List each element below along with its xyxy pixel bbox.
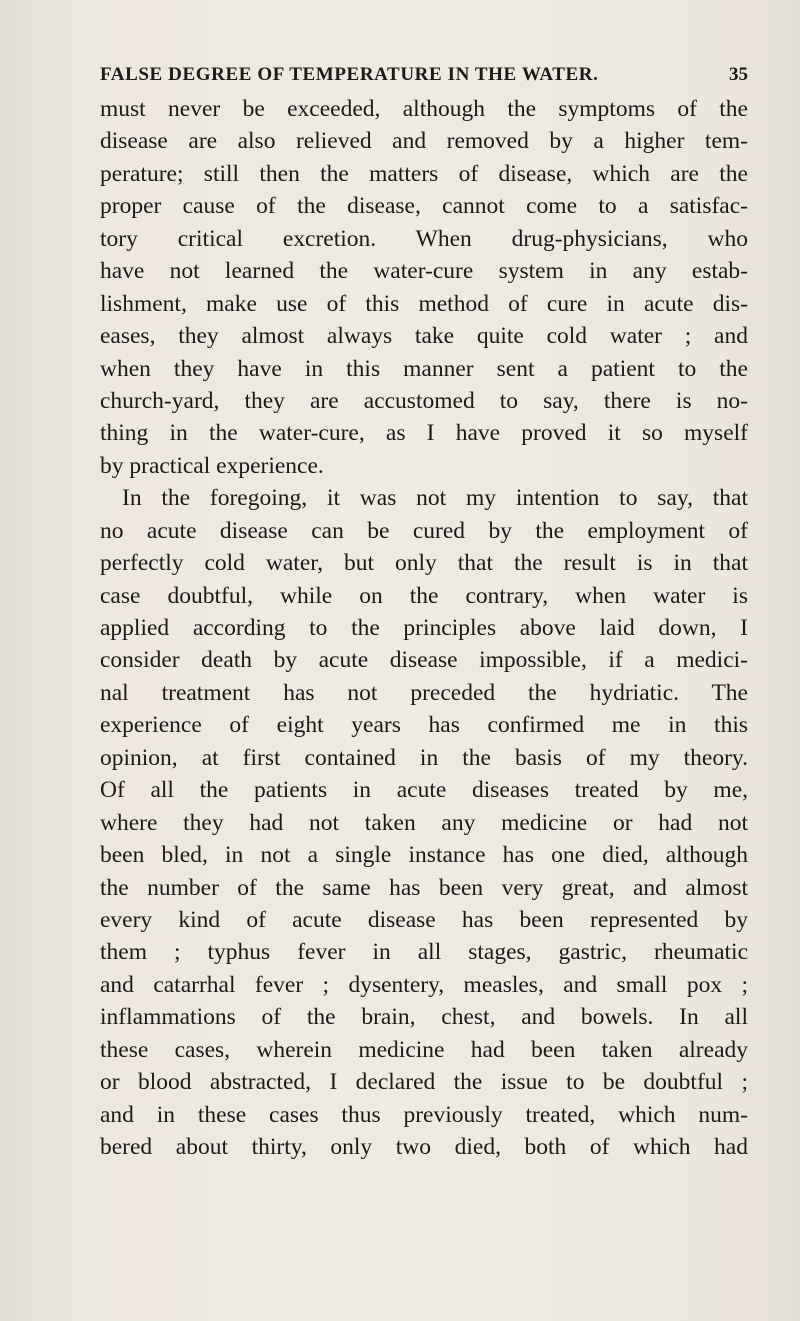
text-line: every kind of acute disease has been represented by: [100, 906, 748, 933]
text-line: the number of the same has been very great, and almost: [100, 874, 748, 901]
page-number: 35: [729, 64, 748, 85]
text-line: proper cause of the disease, cannot come to a satisfac-: [100, 193, 748, 220]
text-line: inflammations of the brain, chest, and bowels. In all: [100, 1004, 748, 1031]
text-line: applied according to the principles above laid down, I: [100, 615, 748, 641]
text-line: thing in the water-cure, as I have proved it so myself: [100, 420, 748, 447]
text-line: or blood abstracted, I declared the issue to be doubtful ;: [100, 1069, 748, 1096]
text-line: these cases, wherein medicine had been taken already: [100, 1036, 748, 1063]
text-line: experience of eight years has confirmed me in this: [100, 712, 748, 739]
text-line: no acute disease can be cured by the employment of: [100, 517, 748, 544]
text-line: In the foregoing, it was not my intention to say, that: [122, 485, 748, 512]
text-line: perature; still then the matters of disease, which are the: [100, 160, 748, 187]
text-line: church-yard, they are accustomed to say, there is no-: [100, 387, 748, 414]
page-header: [100, 64, 748, 94]
text-line: and in these cases thus previously treated, which num-: [100, 1101, 748, 1128]
text-line: where they had not taken any medicine or had not: [100, 809, 748, 836]
text-line: them ; typhus fever in all stages, gastric, rheumatic: [100, 939, 748, 966]
body-text: [100, 93, 748, 1163]
text-line: must never be exceeded, although the symptoms of the: [100, 96, 748, 122]
text-line: Of all the patients in acute diseases treated by me,: [100, 777, 748, 804]
text-line: tory critical excretion. When drug-physicians, who: [100, 225, 748, 252]
text-line: bered about thirty, only two died, both of which had: [100, 1134, 748, 1160]
text-line: nal treatment has not preceded the hydriatic. The: [100, 679, 748, 706]
text-line: when they have in this manner sent a patient to the: [100, 355, 748, 382]
text-line: lishment, make use of this method of cure in acute dis-: [100, 290, 748, 317]
text-line: opinion, at first contained in the basis of my theory.: [100, 744, 748, 771]
text-line: by practical experience.: [100, 452, 324, 479]
text-line: have not learned the water-cure system in any estab-: [100, 258, 748, 285]
text-line: consider death by acute disease impossible, if a medici-: [100, 647, 748, 674]
text-line: eases, they almost always take quite cold water ; and: [100, 323, 748, 350]
text-line: disease are also relieved and removed by a higher tem-: [100, 128, 748, 155]
text-line: and catarrhal fever ; dysentery, measles, and small pox ;: [100, 971, 748, 998]
text-line: case doubtful, while on the contrary, when water is: [100, 582, 748, 609]
text-line: been bled, in not a single instance has one died, although: [100, 842, 748, 869]
running-head: FALSE DEGREE OF TEMPERATURE IN THE WATER.: [100, 64, 599, 85]
text-line: perfectly cold water, but only that the result is in that: [100, 550, 748, 577]
